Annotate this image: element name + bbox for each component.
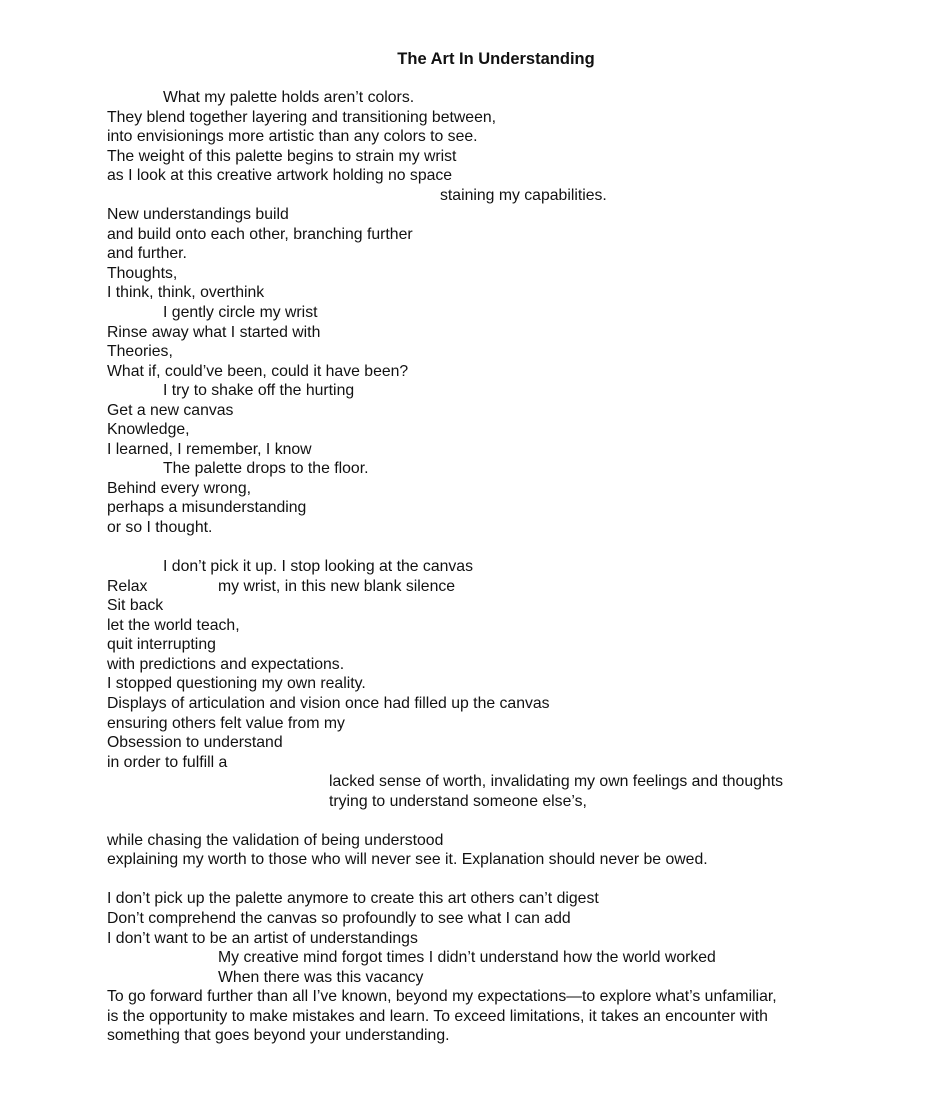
poem-line: quit interrupting	[107, 636, 216, 654]
poem-line: The palette drops to the floor.	[163, 460, 369, 478]
poem-line: staining my capabilities.	[440, 186, 607, 204]
poem-line: let the world teach,	[107, 616, 240, 634]
poem-line: while chasing the validation of being understood	[107, 831, 444, 849]
poem-line: I stopped questioning my own reality.	[107, 675, 366, 693]
poem-line: What if, could’ve been, could it have been?	[107, 362, 409, 380]
poem-line: Obsession to understand	[107, 734, 283, 752]
poem-line-rest: my wrist, in this new blank silence	[218, 577, 456, 595]
poem-line: Displays of articulation and vision once had filled up the canvas	[107, 694, 550, 712]
poem-line: They blend together layering and transitioning between,	[107, 108, 497, 126]
poem-body	[107, 88, 907, 1046]
poem-line: I gently circle my wrist	[163, 304, 318, 322]
poem-line: in order to fulfill a	[107, 753, 228, 771]
poem-line: something that goes beyond your understanding.	[107, 1027, 450, 1045]
poem-line: Thoughts,	[107, 264, 178, 282]
poem-line: I learned, I remember, I know	[107, 440, 312, 458]
poem-line: My creative mind forgot times I didn’t understand how the world worked	[218, 949, 716, 967]
poem-line: perhaps a misunderstanding	[107, 499, 307, 517]
poem-line: Behind every wrong,	[107, 479, 252, 497]
poem-line: explaining my worth to those who will never see it. Explanation should never be owed.	[107, 851, 708, 869]
poem-line: What my palette holds aren’t colors.	[163, 89, 415, 106]
poem-line: Don’t comprehend the canvas so profoundly to see what I can add	[107, 909, 571, 927]
poem-line: ensuring others felt value from my	[107, 714, 345, 732]
poem-line: I think, think, overthink	[107, 284, 265, 302]
poem-title: The Art In Understanding	[397, 50, 595, 68]
poem-line: To go forward further than all I’ve known, beyond my expectations—to explore what’s unfamiliar,	[107, 988, 777, 1006]
poem-line: or so I thought.	[107, 519, 213, 537]
poem-line: New understandings build	[107, 206, 289, 224]
poem-line: Get a new canvas	[107, 401, 234, 419]
poem-line: with predictions and expectations.	[107, 655, 345, 673]
poem-line: Sit back	[107, 597, 164, 615]
poem-line: and build onto each other, branching further	[107, 225, 413, 243]
stanza-break	[107, 870, 907, 890]
poem-line: into envisionings more artistic than any colors to see.	[107, 128, 478, 146]
poem-line: I don’t want to be an artist of understandings	[107, 929, 418, 947]
poem-line: Rinse away what I started with	[107, 323, 321, 341]
poem-line: as I look at this creative artwork holding no space	[107, 167, 453, 185]
poem-line: The weight of this palette begins to strain my wrist	[107, 147, 457, 165]
poem-line: When there was this vacancy	[218, 968, 424, 986]
poem-word-relax: Relax	[107, 577, 148, 595]
poem-line: I try to shake off the hurting	[163, 382, 355, 400]
poem-line: lacked sense of worth, invalidating my own feelings and thoughts	[329, 773, 783, 791]
poem-line: is the opportunity to make mistakes and learn. To exceed limitations, it takes an encounter with	[107, 1007, 768, 1025]
poem-line: I don’t pick it up. I stop looking at the canvas	[163, 558, 473, 576]
poem-line: trying to understand someone else’s,	[329, 792, 587, 810]
stanza-break	[107, 811, 907, 831]
poem-line: I don’t pick up the palette anymore to create this art others can’t digest	[107, 890, 599, 908]
poem-line: Theories,	[107, 343, 173, 361]
poem-line: Knowledge,	[107, 421, 190, 439]
poem-line: and further.	[107, 245, 187, 263]
poem-line	[107, 577, 907, 597]
stanza-break	[107, 538, 907, 558]
